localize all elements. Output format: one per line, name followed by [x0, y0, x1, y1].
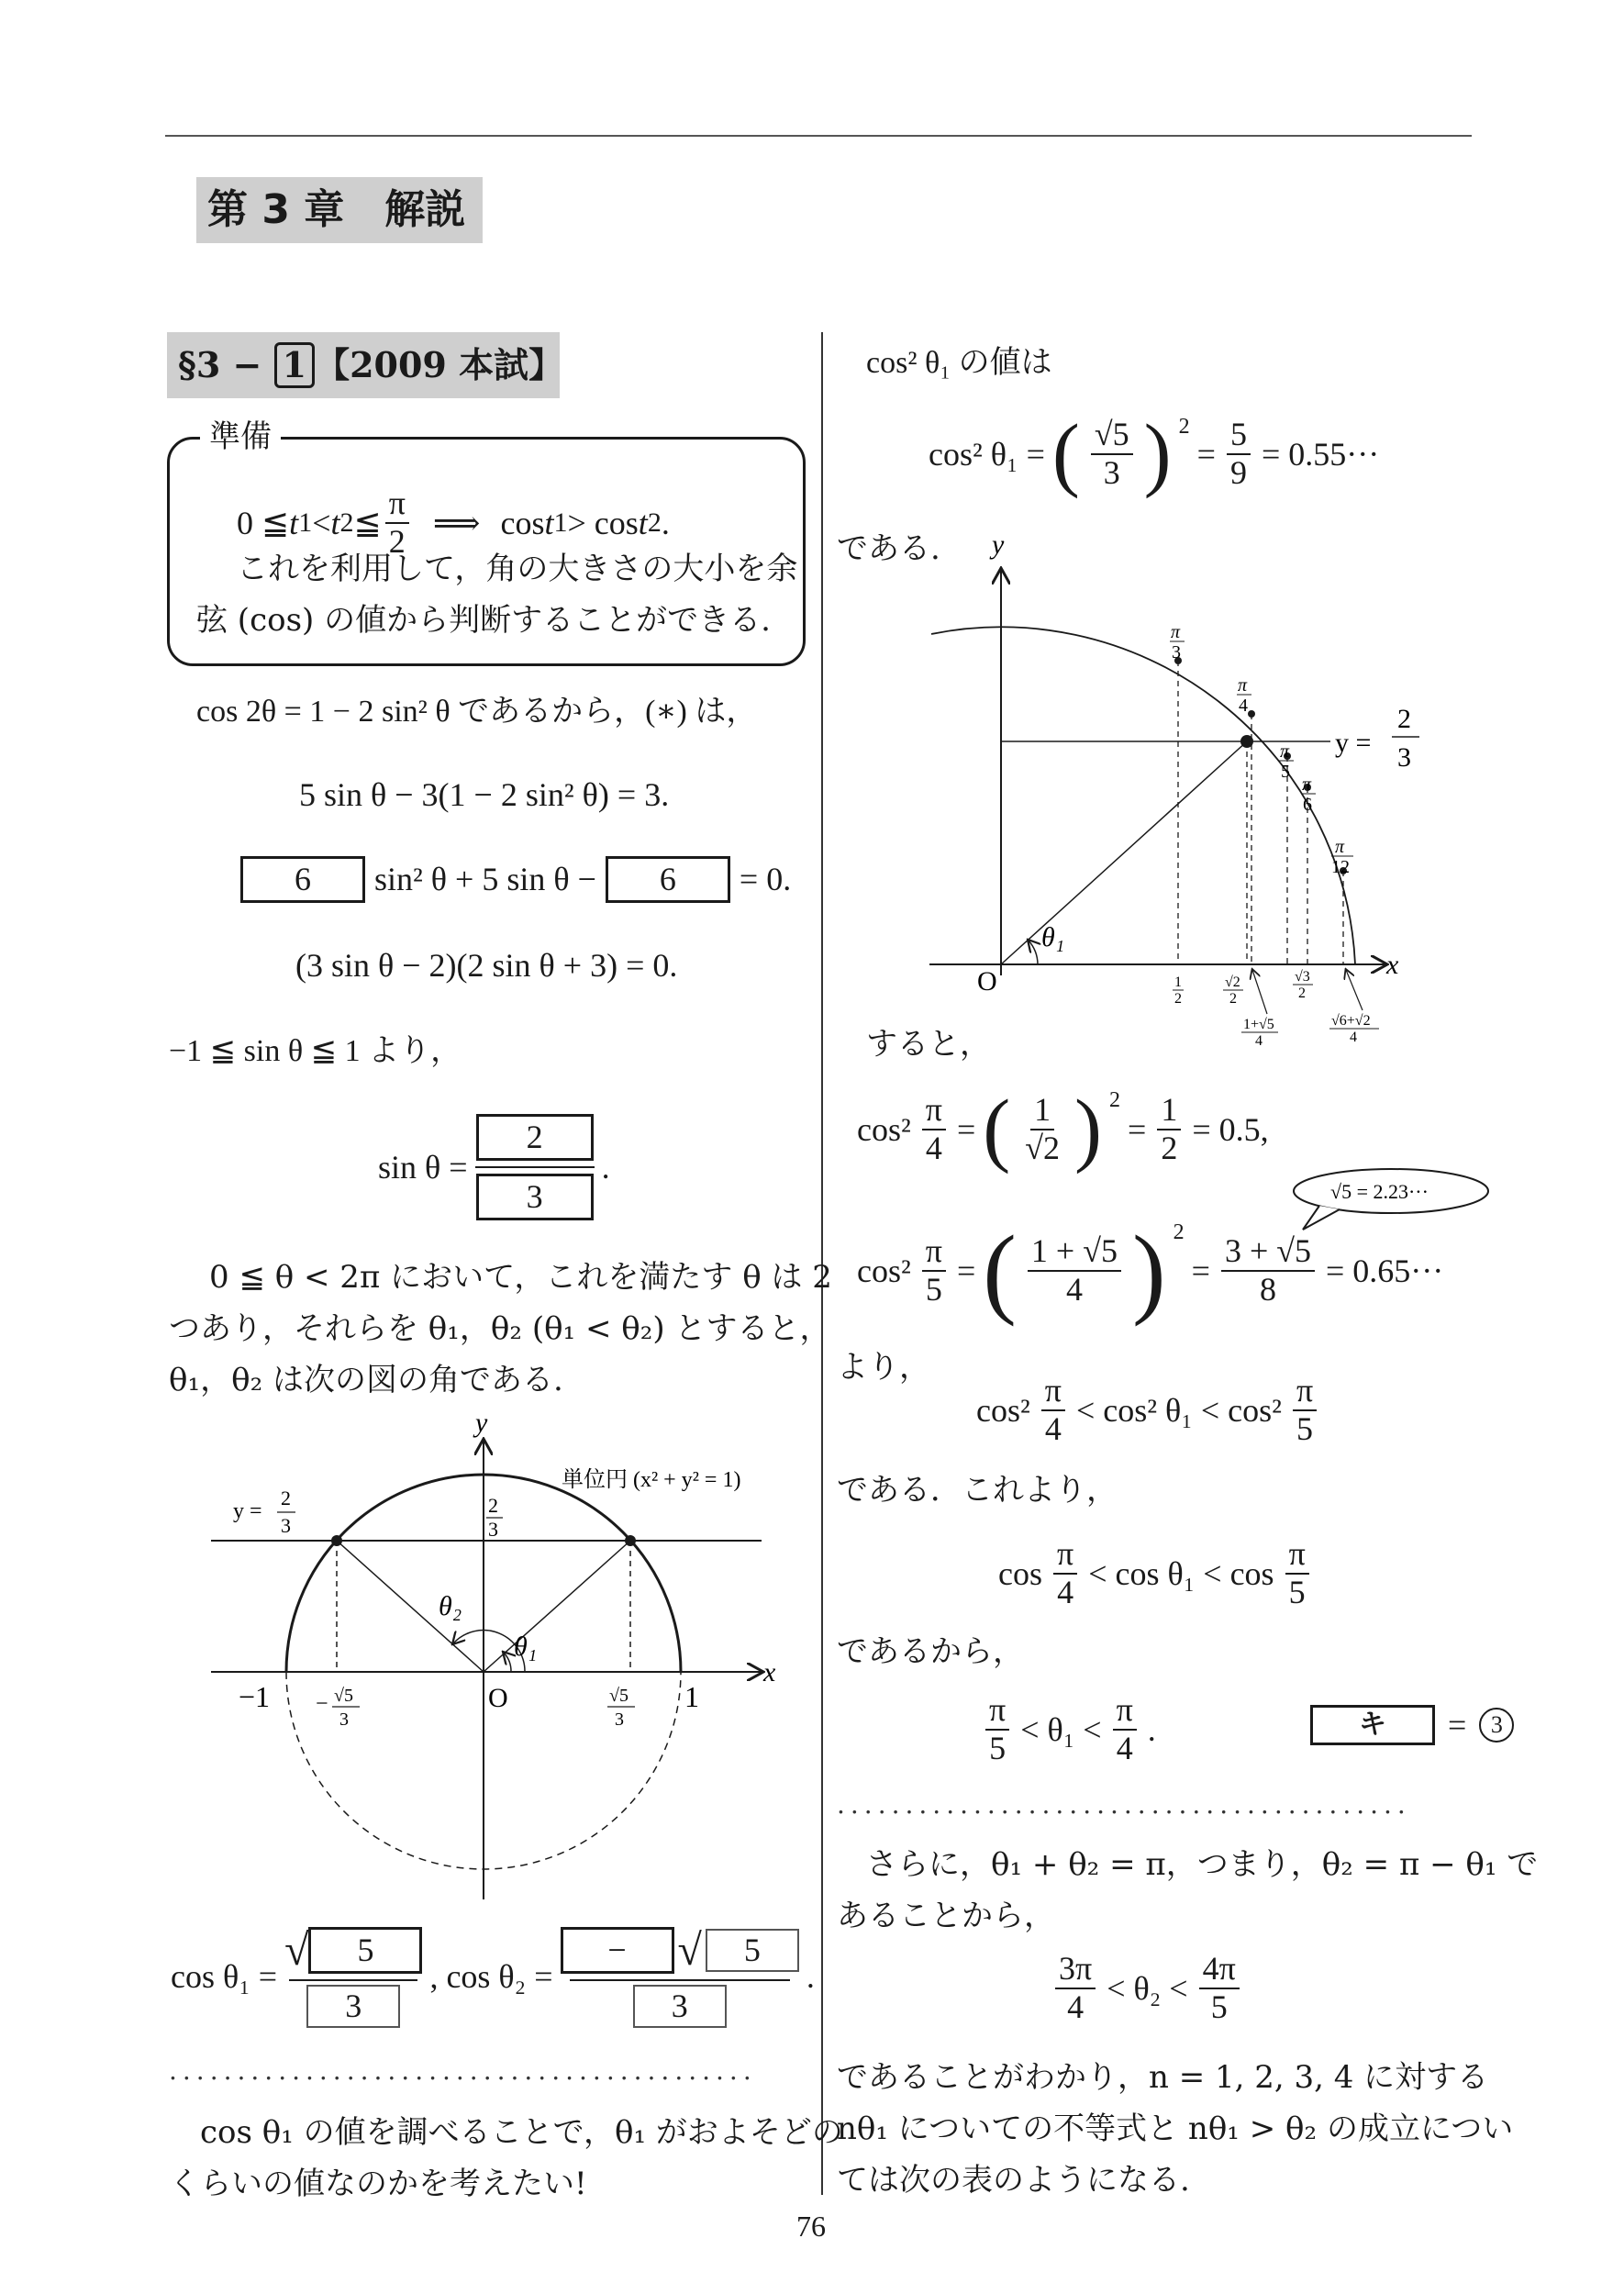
section-year: 【2009 本試】	[315, 344, 564, 385]
fig2-pi5-den: 5	[1281, 762, 1290, 782]
cos2-den-box[interactable]: 3	[633, 1985, 727, 2028]
cos2-num-box[interactable]: 5	[706, 1929, 799, 1972]
fig2-pi3-num: π	[1171, 622, 1181, 642]
fig2-x-62-den: 4	[1350, 1030, 1357, 1045]
fig1-label-O: O	[488, 1683, 508, 1713]
fig2-pi3-den: 3	[1172, 642, 1181, 663]
fig1-theta2: θ₂	[439, 1591, 462, 1621]
fig2-x-r2-den: 2	[1229, 991, 1237, 1007]
right-last1: であることがわかり，n = 1, 2, 3, 4 に対する	[837, 2059, 1489, 2096]
fig2-pt-pi4	[1248, 710, 1255, 718]
answer-box-6a[interactable]: 6	[240, 856, 365, 903]
prep-line2: これを利用して，角の大きさの大小を余	[237, 551, 798, 587]
fig2-pi12-den: 12	[1331, 857, 1350, 877]
ki-box[interactable]: キ	[1310, 1705, 1435, 1745]
right-last3: ては次の表のようになる.	[837, 2162, 1190, 2199]
fig1-unit-circle: 単位円 (x² + y² = 1)	[562, 1468, 741, 1492]
right-yori: より，	[837, 1349, 930, 1386]
fig1-neg-minus: −	[316, 1692, 328, 1716]
fig2-pi4-den: 4	[1239, 696, 1248, 716]
cos2-sign-box[interactable]: −	[561, 1927, 674, 1974]
right-kore: である．これより，	[837, 1472, 1118, 1509]
left-intro: cos 2θ = 1 − 2 sin² θ であるから，(∗) は，	[196, 695, 758, 729]
ki-answer-circle: 3	[1479, 1708, 1514, 1743]
left-para2: つあり，それらを θ₁，θ₂ (θ₁ < θ₂) とすると，	[169, 1310, 831, 1347]
right-suruto: すると，	[866, 1026, 991, 1063]
fig2-pi6-num: π	[1302, 774, 1312, 795]
top-rule	[165, 135, 1472, 137]
right-ineq1: cos² $\frac{\pi}{4}$ < cos² θ₁ < cos² $\frac{\pi}{5}$	[976, 1373, 1320, 1447]
left-para3: θ₁，θ₂ は次の図の角である.	[169, 1362, 563, 1398]
sin-den-box[interactable]: 3	[476, 1174, 594, 1220]
left-cos-answers: cos θ₁ = √ 5 3 , cos θ₂ = − √ 5 3 .	[171, 1925, 815, 2028]
radius-theta1	[484, 1541, 630, 1672]
right-eq-a: cos² θ₁ = ( $\frac{√5}{3}$ ) $^2$ = $\frac{5}{9}$ = 0.55···	[929, 408, 1380, 499]
fig1-y-frac-den: 3	[488, 1518, 498, 1541]
prep-label: 準備	[200, 418, 281, 455]
fig2-label-x: x	[1386, 950, 1399, 980]
right-dots: ..........................................	[837, 1789, 1411, 1820]
fig1-line-label: y =	[233, 1499, 262, 1523]
section-title	[167, 332, 564, 398]
left-bottom2: くらいの値なのかを考えたい!	[169, 2166, 587, 2202]
left-bottom1: cos θ₁ の値を調べることで，θ₁ がおよそどの	[200, 2114, 843, 2151]
section-number: §3 −	[178, 344, 262, 385]
fig1-label-x: x	[763, 1657, 776, 1687]
left-eq2: 6 sin² θ + 5 sin θ − 6 = 0.	[240, 853, 791, 905]
cos1-den-box[interactable]: 3	[306, 1985, 400, 2028]
fig1-label-1: 1	[684, 1680, 699, 1713]
fig2-arrow-15	[1252, 970, 1267, 1014]
fig2-pi5-num: π	[1280, 741, 1290, 762]
fig2-label-O: O	[977, 966, 997, 997]
fig2-line-label-den: 3	[1397, 742, 1411, 773]
chapter-title: 第 3 章 解説	[196, 177, 483, 243]
right-last2: nθ₁ についての不等式と nθ₁ > θ₂ の成立につい	[837, 2110, 1514, 2147]
fig2-theta1: θ₁	[1041, 922, 1065, 952]
fig1-line-label-num: 2	[281, 1487, 291, 1509]
fig2-x-15-num: 1+√5	[1243, 1017, 1274, 1032]
fig2-x-15-den: 4	[1255, 1033, 1262, 1049]
prep-formula: 0 ≦ t 1 < t 2 ≦ $\frac{\pi}{2}$ ⟹ cos t 1 > cos t 2 .	[237, 484, 670, 560]
fig1-label-y: y	[475, 1408, 488, 1438]
fig2-pi12-num: π	[1335, 837, 1345, 857]
fig1-theta1: θ₁	[514, 1631, 538, 1662]
left-range: −1 ≦ sin θ ≦ 1 より，	[169, 1034, 462, 1068]
fig2-pi6-den: 6	[1303, 795, 1312, 815]
left-eq3: (3 sin θ − 2)(2 sin θ + 3) = 0.	[295, 947, 678, 984]
cos1-num-box[interactable]: 5	[308, 1927, 422, 1974]
right-ineq4: $\frac{3\pi}{4}$ < θ₂ < $\frac{4\pi}{5}$	[1051, 1951, 1243, 2025]
right-ki-answer: キ = 3	[1310, 1705, 1514, 1745]
left-para1: 0 ≦ θ < 2π において，これを満たす θ は 2	[209, 1259, 832, 1296]
fig1-label-neg1: −1	[239, 1680, 271, 1713]
unit-circle-figure	[165, 1404, 807, 1899]
fig2-x-half-den: 2	[1174, 991, 1182, 1007]
fig2-x-r3-den: 2	[1298, 986, 1306, 1001]
fig2-line-label-num: 2	[1397, 704, 1411, 734]
fig2-pt-theta1	[1240, 735, 1253, 748]
arc-figure	[913, 528, 1427, 1060]
right-top: cos² θ₁ の値は	[866, 346, 1052, 380]
fig2-x-r3-num: √3	[1295, 969, 1310, 985]
right-arukoto: あることから，	[837, 1898, 1055, 1934]
fig2-arc	[931, 627, 1355, 964]
right-ineq2: cos $\frac{\pi}{4}$ < cos θ₁ < cos $\frac{\pi}{5}$	[998, 1536, 1313, 1610]
right-sarani: さらに，θ₁ + θ₂ = π，つまり，θ₂ = π − θ₁ で	[866, 1846, 1539, 1883]
fig1-neg-den: 3	[339, 1709, 349, 1730]
fig2-x-62-num: √6+√2	[1331, 1013, 1371, 1029]
fig2-arrow-62	[1346, 970, 1363, 1010]
section-box: 1	[274, 342, 315, 388]
point-theta2	[331, 1535, 342, 1546]
left-eq1: 5 sin θ − 3(1 − 2 sin² θ) = 3.	[299, 776, 670, 813]
right-eq-c: cos² $\frac{\pi}{5}$ = ( $\frac{1 + √5}{4}$ ) $^2$ = $\frac{3 + √5}{8}$ = 0.65···	[857, 1215, 1444, 1327]
prep-line3: 弦 (cos) の値から判断することができる.	[196, 602, 771, 639]
fig1-line-label-den: 3	[281, 1514, 291, 1537]
right-eq-b: cos² $\frac{\pi}{4}$ = ( $\frac{1}{√2}$ ) $^2$ = $\frac{1}{2}$ = 0.5,	[857, 1084, 1269, 1175]
fig1-neg-sqrt5: √5	[334, 1686, 353, 1706]
left-sin-eq: sin θ = $\frac{2}{3}$ .	[378, 1114, 610, 1220]
fig2-angle-arc	[1029, 941, 1038, 964]
bubble-text: √5 = 2.23···	[1330, 1180, 1429, 1203]
fig1-pos-den: 3	[615, 1709, 624, 1730]
fig2-x-r2-num: √2	[1225, 974, 1240, 990]
fig2-radius	[1001, 741, 1247, 964]
angle-arc-theta1	[504, 1653, 511, 1672]
fig2-label-y: y	[992, 529, 1005, 560]
point-theta1	[625, 1535, 636, 1546]
sin-num-box[interactable]: 2	[476, 1114, 594, 1161]
left-dots: ...........................................	[169, 2055, 757, 2086]
fig2-x-half-num: 1	[1174, 974, 1182, 990]
fig2-line-label: y =	[1335, 728, 1372, 758]
answer-box-6b[interactable]: 6	[606, 856, 730, 903]
right-dearukara: であるから，	[837, 1633, 1024, 1670]
page-number: 76	[796, 2210, 826, 2243]
fig1-pos-sqrt5: √5	[609, 1686, 628, 1706]
fig1-y-frac-num: 2	[488, 1494, 498, 1517]
right-ineq3: $\frac{\pi}{5}$ < θ₁ < $\frac{\pi}{4}$ .	[982, 1692, 1156, 1766]
right-dearu: である.	[837, 530, 940, 567]
fig2-pi4-num: π	[1238, 675, 1248, 696]
